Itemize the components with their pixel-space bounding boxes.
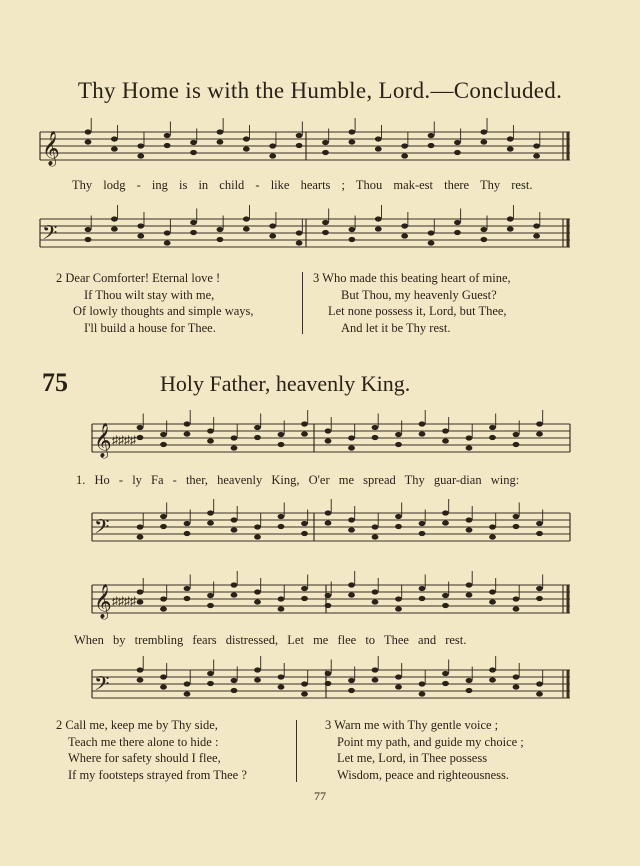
verse-line: But Thou, my heavenly Guest? (341, 287, 497, 302)
note-head (480, 129, 487, 134)
note-head (442, 681, 449, 686)
note-head (466, 517, 473, 522)
note-head (513, 514, 520, 519)
note-head (372, 524, 379, 529)
note-head (137, 435, 144, 440)
note-head (85, 129, 92, 134)
note-head (419, 421, 426, 426)
note-head (254, 425, 261, 430)
note-head (231, 517, 238, 522)
note-head (533, 143, 540, 148)
verse-line: 3 Who made this beating heart of mine, (313, 271, 511, 285)
note-head (536, 596, 543, 601)
note-head (466, 582, 473, 587)
note-head (466, 435, 473, 440)
hymn-verse-3 (325, 717, 524, 783)
system2-bass-staff (30, 505, 575, 549)
note-head (137, 223, 144, 228)
note-head (375, 216, 382, 221)
note-head (243, 146, 250, 151)
note-head (533, 233, 540, 238)
note-head (296, 143, 303, 148)
note-head (536, 586, 543, 591)
note-head (137, 589, 144, 594)
note-head (348, 445, 355, 450)
note-head (401, 143, 408, 148)
note-head (322, 150, 329, 155)
note-head (348, 678, 355, 683)
note-head (207, 603, 214, 608)
note-head (207, 510, 214, 515)
note-head (184, 586, 191, 591)
hymn-title: Holy Father, heavenly King. (160, 371, 411, 396)
note-head (254, 435, 261, 440)
note-head (137, 599, 144, 604)
system3-lyric: When by trembling fears distressed, Let me flee to Thee and rest. (74, 633, 467, 647)
note-head (325, 510, 332, 515)
note-head (454, 140, 461, 145)
svg-text:𝄢: 𝄢 (94, 517, 110, 543)
note-head (428, 133, 435, 138)
system1-treble-staff (30, 126, 575, 166)
note-head (348, 435, 355, 440)
note-head (466, 592, 473, 597)
note-head (536, 421, 543, 426)
note-head (513, 596, 520, 601)
note-head (184, 531, 191, 536)
note-head (269, 153, 276, 158)
note-head (489, 534, 496, 539)
svg-text:𝄢: 𝄢 (94, 674, 110, 700)
note-head (278, 432, 285, 437)
note-head (480, 227, 487, 232)
note-head (160, 684, 167, 689)
note-head (231, 527, 238, 532)
note-head (243, 136, 250, 141)
verse-line: And let it be Thy rest. (341, 320, 451, 335)
note-head (480, 139, 487, 144)
note-head (454, 230, 461, 235)
note-head (85, 237, 92, 242)
verse-line: 2 Call me, keep me by Thy side, (56, 718, 218, 732)
note-head (301, 691, 308, 696)
note-head (164, 230, 171, 235)
note-head (442, 603, 449, 608)
note-head (401, 153, 408, 158)
note-head (513, 684, 520, 689)
note-head (513, 606, 520, 611)
note-head (207, 671, 214, 676)
note-head (442, 510, 449, 515)
note-head (419, 596, 426, 601)
note-head (278, 514, 285, 519)
note-head (301, 681, 308, 686)
note-head (395, 524, 402, 529)
svg-text:𝄞: 𝄞 (94, 585, 112, 618)
note-head (489, 524, 496, 529)
note-head (348, 582, 355, 587)
note-head (207, 438, 214, 443)
system2-treble-staff (30, 416, 575, 460)
verse-line: 2 Dear Comforter! Eternal love ! (56, 271, 221, 285)
note-head (348, 517, 355, 522)
note-head (137, 233, 144, 238)
note-head (442, 520, 449, 525)
verse-line: Teach me there alone to hide : (68, 734, 219, 749)
note-head (85, 227, 92, 232)
note-head (480, 237, 487, 242)
note-head (217, 129, 224, 134)
svg-text:𝄢: 𝄢 (42, 223, 58, 249)
note-head (325, 428, 332, 433)
verse-line: Let none possess it, Lord, but Thee, (328, 304, 507, 318)
note-head (348, 129, 355, 134)
system2-lyric: 1. Ho - ly Fa - ther, heavenly King, O'er me spread Thy guar-dian wing: (76, 473, 520, 487)
note-head (231, 678, 238, 683)
note-head (513, 442, 520, 447)
note-head (301, 431, 308, 436)
note-head (372, 425, 379, 430)
page-number: 77 (314, 789, 326, 803)
note-head (375, 146, 382, 151)
note-head (160, 606, 167, 611)
note-head (160, 596, 167, 601)
note-head (419, 531, 426, 536)
note-head (243, 216, 250, 221)
note-head (190, 230, 197, 235)
verse-line: Where for safety should I flee, (68, 751, 221, 765)
note-head (348, 227, 355, 232)
note-head (466, 527, 473, 532)
note-head (536, 531, 543, 536)
note-head (442, 428, 449, 433)
note-head (278, 684, 285, 689)
system3-treble-staff (30, 577, 575, 621)
note-head (348, 139, 355, 144)
note-head (466, 678, 473, 683)
note-head (489, 589, 496, 594)
note-head (207, 681, 214, 686)
note-head (137, 524, 144, 529)
note-head (111, 216, 118, 221)
note-head (372, 589, 379, 594)
note-head (160, 524, 167, 529)
note-head (372, 534, 379, 539)
note-head (395, 514, 402, 519)
note-head (217, 139, 224, 144)
note-head (466, 445, 473, 450)
note-head (419, 431, 426, 436)
note-head (301, 596, 308, 601)
note-head (489, 425, 496, 430)
note-head (278, 596, 285, 601)
note-head (269, 143, 276, 148)
note-head (375, 226, 382, 231)
note-head (296, 230, 303, 235)
note-head (301, 586, 308, 591)
note-head (401, 223, 408, 228)
verse-line: I'll build a house for Thee. (84, 320, 216, 335)
note-head (301, 421, 308, 426)
note-head (190, 150, 197, 155)
svg-text:♯♯♯♯: ♯♯♯♯ (112, 594, 136, 608)
note-head (164, 143, 171, 148)
note-head (372, 677, 379, 682)
note-head (231, 445, 238, 450)
note-head (536, 681, 543, 686)
note-head (372, 667, 379, 672)
note-head (164, 240, 171, 245)
note-head (325, 438, 332, 443)
note-head (278, 606, 285, 611)
note-head (428, 143, 435, 148)
note-head (217, 227, 224, 232)
note-head (254, 589, 261, 594)
note-head (419, 691, 426, 696)
note-head (507, 136, 514, 141)
note-head (137, 534, 144, 539)
verse-line: If Thou wilt stay with me, (84, 287, 215, 302)
prev-verse-3 (313, 270, 511, 336)
note-head (278, 524, 285, 529)
note-head (325, 671, 332, 676)
note-head (513, 432, 520, 437)
hymn-verse-2 (56, 717, 247, 783)
note-head (454, 220, 461, 225)
prev-verse-2 (56, 270, 254, 336)
note-head (401, 233, 408, 238)
note-head (322, 220, 329, 225)
system1-bass-staff (30, 213, 575, 253)
system1-lyric: Thy lodg - ing is in child - like hearts ; Thou mak-est there Thy rest. (72, 178, 533, 192)
note-head (184, 521, 191, 526)
note-head (372, 435, 379, 440)
verse-line: Wisdom, peace and righteousness. (337, 767, 510, 782)
note-head (419, 586, 426, 591)
note-head (466, 688, 473, 693)
note-head (254, 524, 261, 529)
note-head (348, 527, 355, 532)
system3-bass-staff (30, 662, 575, 706)
note-head (507, 226, 514, 231)
note-head (111, 226, 118, 231)
note-head (160, 442, 167, 447)
note-head (513, 524, 520, 529)
verse-divider (302, 272, 303, 334)
note-head (160, 674, 167, 679)
note-head (296, 133, 303, 138)
note-head (536, 521, 543, 526)
note-head (419, 521, 426, 526)
verse-line: If my footsteps strayed from Thee ? (68, 767, 247, 782)
verse-line: Let me, Lord, in Thee possess (337, 751, 488, 765)
verse-line: Point my path, and guide my choice ; (337, 734, 524, 749)
note-head (454, 150, 461, 155)
note-head (231, 592, 238, 597)
note-head (301, 521, 308, 526)
note-head (348, 688, 355, 693)
verse-divider (296, 720, 297, 782)
note-head (278, 674, 285, 679)
note-head (372, 599, 379, 604)
note-head (322, 230, 329, 235)
note-head (184, 431, 191, 436)
note-head (207, 520, 214, 525)
note-head (325, 520, 332, 525)
note-head (190, 140, 197, 145)
note-head (375, 136, 382, 141)
note-head (507, 146, 514, 151)
continued-hymn-title: Thy Home is with the Humble, Lord.—Concluded. (77, 78, 563, 103)
note-head (254, 599, 261, 604)
note-head (254, 667, 261, 672)
note-head (395, 674, 402, 679)
note-head (254, 534, 261, 539)
note-head (217, 237, 224, 242)
note-head (489, 667, 496, 672)
note-head (395, 432, 402, 437)
note-head (296, 240, 303, 245)
svg-text:𝄞: 𝄞 (42, 132, 60, 165)
note-head (348, 237, 355, 242)
note-head (325, 681, 332, 686)
note-head (325, 603, 332, 608)
note-head (269, 223, 276, 228)
note-head (184, 681, 191, 686)
note-head (536, 431, 543, 436)
note-head (419, 681, 426, 686)
note-head (533, 223, 540, 228)
note-head (231, 688, 238, 693)
note-head (137, 667, 144, 672)
note-head (231, 435, 238, 440)
note-head (137, 677, 144, 682)
note-head (231, 582, 238, 587)
note-head (243, 226, 250, 231)
note-head (395, 606, 402, 611)
note-head (533, 153, 540, 158)
note-head (507, 216, 514, 221)
note-head (395, 596, 402, 601)
note-head (442, 438, 449, 443)
note-head (513, 674, 520, 679)
note-head (137, 425, 144, 430)
note-head (160, 432, 167, 437)
note-head (111, 146, 118, 151)
note-head (395, 684, 402, 689)
note-head (184, 596, 191, 601)
note-head (160, 514, 167, 519)
note-head (190, 220, 197, 225)
note-head (269, 233, 276, 238)
note-head (164, 133, 171, 138)
note-head (489, 435, 496, 440)
note-head (442, 593, 449, 598)
note-head (442, 671, 449, 676)
note-head (254, 677, 261, 682)
hymn-number: 75 (42, 368, 68, 397)
note-head (428, 230, 435, 235)
note-head (322, 140, 329, 145)
note-head (489, 677, 496, 682)
verse-line: Of lowly thoughts and simple ways, (73, 304, 254, 318)
note-head (348, 592, 355, 597)
note-head (111, 136, 118, 141)
verse-line: 3 Warn me with Thy gentle voice ; (325, 718, 499, 732)
note-head (395, 442, 402, 447)
note-head (325, 593, 332, 598)
note-head (301, 531, 308, 536)
svg-text:♯♯♯♯: ♯♯♯♯ (112, 433, 136, 447)
note-head (137, 143, 144, 148)
note-head (137, 153, 144, 158)
svg-text:𝄞: 𝄞 (94, 424, 112, 457)
note-head (278, 442, 285, 447)
note-head (207, 428, 214, 433)
note-head (536, 691, 543, 696)
note-head (85, 139, 92, 144)
note-head (184, 691, 191, 696)
note-head (207, 593, 214, 598)
note-head (428, 240, 435, 245)
note-head (184, 421, 191, 426)
note-head (489, 599, 496, 604)
